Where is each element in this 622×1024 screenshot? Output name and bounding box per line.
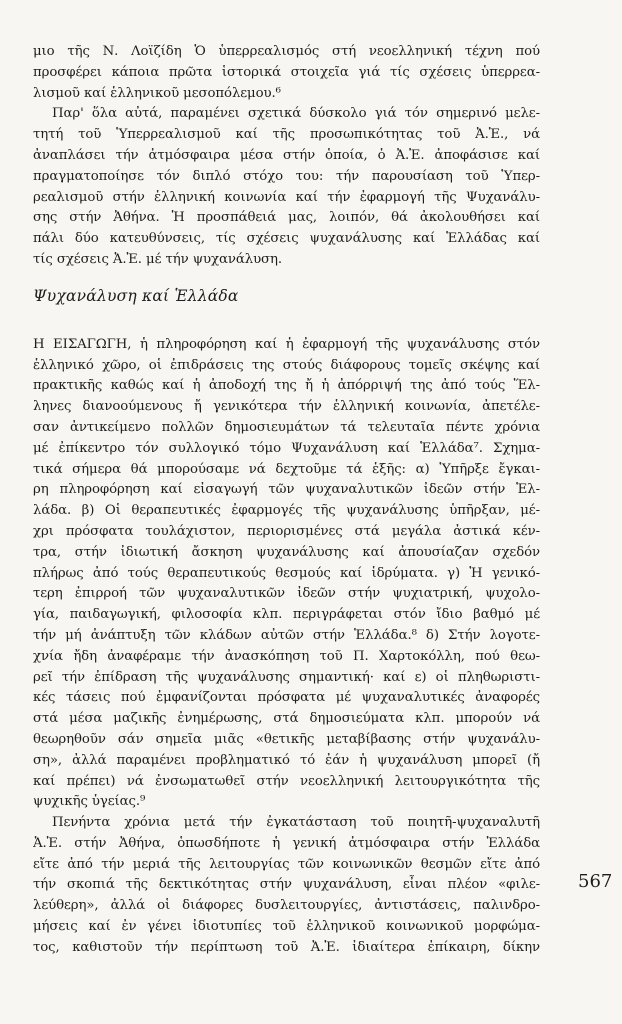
- text-line: λισμοῦ καί ἑλληνικοῦ μεσοπόλεμου.⁶: [33, 85, 281, 101]
- text-line: ση», ἀλλά παραμένει προβληματικό τό ἐάν ἡ ψυχανάλυση μπορεῖ (ἤ: [33, 752, 540, 768]
- text-line: πάλι δύο κατευθύνσεις, τίς σχέσεις ψυχανάλυσης καί Ἑλλάδας καί: [33, 231, 540, 247]
- section-title: Ψυχανάλυση καί Ἑλλάδα: [33, 286, 239, 305]
- paragraph-4: [33, 813, 540, 959]
- text-line: ρεῖ τήν ἐπίδραση τῆς ψυχανάλυσης σημαντική· καί ε) οἱ πληθωριστι-: [33, 669, 540, 685]
- text-line: πραγματοποίησε τόν διπλό στόχο του: τήν παρουσίαση τοῦ Ὑπερ-: [33, 168, 540, 184]
- text-line: Πενήντα χρόνια μετά τήν ἐγκατάσταση τοῦ ποιητῆ-ψυχαναλυτῆ: [52, 815, 540, 831]
- text-line: τικά σήμερα θά μπορούσαμε νά δεχτοῦμε τά ἑξῆς: α) Ὑπῆρξε ἔγκαι-: [33, 461, 540, 477]
- text-line: σης στήν Ἀθήνα. Ἡ προσπάθειά μας, λοιπόν, θά ἀκολουθήσει καί: [33, 210, 540, 226]
- text-line: προσφέρει κάποια πρῶτα ἱστορικά στοιχεῖα γιά τίς σχέσεις ὑπερρεα-: [33, 64, 540, 80]
- text-line: Η ΕΙΣΑΓΩΓΗ, ἡ πληροφόρηση καί ἡ ἐφαρμογή τῆς ψυχανάλυσης στόν: [33, 336, 540, 352]
- text-line: λεύθερη», ἀλλά οἱ διάφορες δυσλειτουργίες, ἀντιστάσεις, παλινδρο-: [33, 898, 540, 914]
- text-line: θεωρηθοῦν σάν σημεῖα μιᾶς «θετικῆς μεταβίβασης στήν ψυχανάλυ-: [33, 731, 540, 747]
- text-line: στά μέσα μαζικῆς ἐνημέρωσης, στά δημοσιεύματα κλπ. μπορούν νά: [33, 711, 540, 727]
- text-line: τητή τοῦ Ὑπερρεαλισμοῦ καί τῆς προσωπικότητας τοῦ Ἀ.Ἐ., νά: [33, 127, 540, 143]
- paragraph-3: [33, 335, 540, 813]
- text-line: τήν σκοπιά τῆς δεκτικότητας στήν ψυχανάλυση, εἶναι πλέον «φιλε-: [33, 877, 540, 893]
- text-line: χρι πρόσφατα τουλάχιστον, περιορισμένες στά μεγάλα ἀστικά κέν-: [33, 523, 540, 539]
- text-line: καί πρέπει) νά ἐνσωματωθεῖ στήν νεοελληνική λειτουργικότητα τῆς: [33, 773, 540, 789]
- text-line: χνία ἤδη ἀναφέραμε τήν ἀνασκόπηση τοῦ Π. Χαρτοκόλλη, πού θεω-: [33, 648, 540, 664]
- text-line: ρεαλισμοῦ στήν ἑλληνική κοινωνία καί τήν ἐφαρμογή τῆς Ψυχανάλυ-: [33, 189, 540, 205]
- text-line: γία, παιδαγωγική, φιλοσοφία κλπ. περιγράφεται στόν ἴδιο βαθμό μέ: [33, 607, 540, 623]
- text-line: τήν μή ἀνάπτυξη τῶν κλάδων αὐτῶν στήν Ἑλλάδα.⁸ δ) Στήν λογοτε-: [33, 627, 540, 643]
- text-line: Ἀ.Ἐ. στήν Ἀθήνα, ὁπωσδήποτε ἡ γενική ἀτμόσφαιρα στήν Ἑλλάδα: [33, 835, 540, 851]
- text-line: μήσεις καί ἐν γένει ἰδιοτυπίες τοῦ ἑλληνικοῦ κοινωνικοῦ μορφώμα-: [33, 919, 540, 935]
- text-line: μέ ἐπίκεντρο τόν συλλογικό τόμο Ψυχανάλυση καί Ἑλλάδα⁷. Σχημα-: [33, 440, 540, 456]
- text-line: πλήρως ἀπό τούς θεραπευτικούς θεσμούς καί ἱδρύματα. γ) Ἡ γενικό-: [33, 565, 540, 581]
- text-line: ἀναπλάσει τήν ἀτμόσφαιρα μέσα στήν ὁποία, ὁ Ἀ.Ἐ. ἀποφάσισε καί: [33, 147, 540, 163]
- intro-paragraph: [33, 42, 540, 104]
- text-line: τερη ἐπιρροή τῶν ψυχαναλυτικῶν ἰδεῶν στήν ψυχιατρική, ψυχολο-: [33, 586, 540, 602]
- text-line: τρα, στήν ἰδιωτική ἄσκηση ψυχανάλυσης καί ἀπουσίαζαν σχεδόν: [33, 544, 540, 560]
- text-line: ἑλληνικό χῶρο, οἱ ἐπιδράσεις της στούς διάφορους τομεῖς σκέψης καί: [33, 357, 540, 373]
- text-line: πρακτικῆς καθώς καί ἡ ἀποδοχή της ἤ ἡ ἀπόρριψή της ἀπό τούς Ἕλ-: [33, 378, 540, 394]
- page-number: 567: [578, 871, 613, 892]
- text-line: Παρ' ὅλα αὐτά, παραμένει σχετικά δύσκολο γιά τόν σημερινό μελε-: [52, 106, 540, 122]
- text-line: εἴτε ἀπό τήν μεριά τῆς λειτουργίας τῶν κοινωνικῶν θεσμῶν εἴτε ἀπό: [33, 856, 540, 872]
- text-line: τίς σχέσεις Ἀ.Ἐ. μέ τήν ψυχανάλυση.: [33, 251, 283, 267]
- text-line: ψυχικῆς ὑγείας.⁹: [33, 794, 146, 810]
- paragraph-2: [33, 104, 540, 270]
- text-line: λάδα. β) Οἱ θεραπευτικές ἐφαρμογές τῆς ψυχανάλυσης ὑπῆρξαν, μέ-: [33, 503, 540, 519]
- text-line: ρη πληροφόρηση καί εἰσαγωγή τῶν ψυχαναλυτικῶν ἰδεῶν στήν Ἑλ-: [33, 482, 540, 498]
- text-line: σαν ἀντικείμενο πολλῶν δημοσιευμάτων τά τελευταῖα πέντε χρόνια: [33, 419, 540, 435]
- page-text: [33, 42, 540, 959]
- text-line: τος, καθιστοῦν τήν περίπτωση τοῦ Ἀ.Ἐ. ἰδιαίτερα ἐπίκαιρη, δίκην: [33, 939, 540, 955]
- text-line: ληνες διανοούμενους ἤ γενικότερα τήν ἑλληνική κοινωνία, ἀπετέλε-: [33, 399, 540, 415]
- text-line: κές τάσεις πού ἐμφανίζονται πρόσφατα μέ ψυχαναλυτικές ἀναφορές: [33, 690, 540, 706]
- text-line: μιο τῆς Ν. Λοϊζίδη Ὁ ὑπερρεαλισμός στή νεοελληνική τέχνη πού: [33, 44, 540, 59]
